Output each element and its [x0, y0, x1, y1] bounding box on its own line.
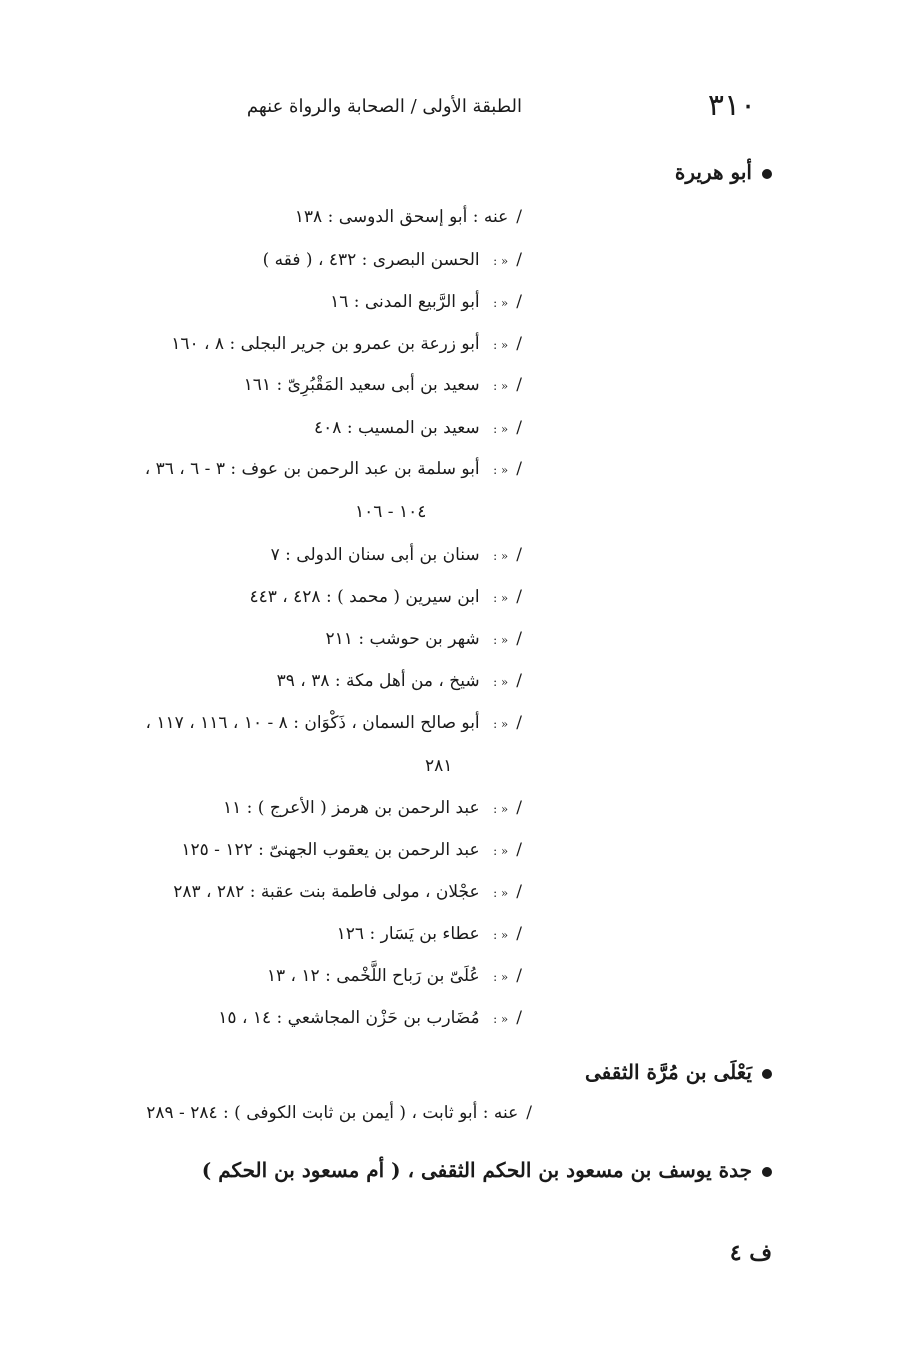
entry-heading: [675, 160, 772, 184]
narrator-line: [171, 333, 522, 356]
line-text: أبو زرعة بن عمرو بن جرير البجلى : ٨ ، ١٦٠: [171, 334, 480, 354]
running-head: الطبقة الأولى / الصحابة والرواة عنهم: [246, 96, 522, 117]
bullet-icon: [762, 169, 772, 179]
line-slash: /: [516, 418, 522, 438]
page-number: ٣١٠: [707, 88, 757, 123]
line-slash: /: [516, 713, 522, 733]
line-text: عطاء بن يَسَار : ١٢٦: [336, 924, 480, 944]
narrator-line: [263, 249, 522, 272]
line-marker: « :: [493, 548, 509, 563]
narrator-line: [314, 417, 522, 440]
narrator-line: [271, 544, 522, 567]
line-marker: « :: [493, 1011, 509, 1026]
line-slash: /: [516, 798, 522, 818]
line-marker: « :: [493, 843, 509, 858]
line-marker: « :: [493, 378, 509, 393]
line-slash: /: [516, 545, 522, 565]
narrator-line: [146, 712, 522, 735]
line-text: أبو صالح السمان ، ذَكْوَان : ٨ - ١٠ ، ١١٦ ، ١١٧ ،: [145, 713, 480, 733]
line-slash: /: [516, 250, 522, 270]
line-slash: /: [516, 207, 522, 227]
line-slash: /: [526, 1103, 532, 1123]
line-marker: « :: [493, 674, 509, 689]
line-text: ابن سيرين ( محمد ) : ٤٢٨ ، ٤٤٣: [249, 587, 480, 607]
line-marker: « :: [493, 295, 509, 310]
narrator-line: [181, 839, 522, 862]
line-continuation: ١٠٤ - ١٠٦: [355, 502, 427, 522]
line-slash: /: [516, 671, 522, 691]
line-text: سعيد بن أبى سعيد المَقْبُرِىّ : ١٦١: [243, 375, 480, 395]
bullet-icon: [762, 1167, 772, 1177]
narrator-line: [326, 628, 522, 651]
line-marker: « :: [493, 462, 509, 477]
line-text: أبو إسحق الدوسى : ١٣٨: [294, 207, 468, 227]
line-text: عبد الرحمن بن هرمز ( الأعرج ) : ١١: [222, 798, 480, 818]
line-slash: /: [516, 375, 522, 395]
line-text: أبو سلمة بن عبد الرحمن بن عوف : ٣ - ٦ ، ٣٦ ،: [144, 459, 480, 479]
narrator-line: [146, 1102, 532, 1124]
line-slash: /: [516, 966, 522, 986]
narrator-line: [244, 374, 522, 397]
entry-name: جدة يوسف بن مسعود بن الحكم الثقفى ، ( أم مسعود بن الحكم ): [201, 1158, 752, 1182]
narrator-line: [223, 797, 522, 820]
line-continuation: ٢٨١: [425, 756, 453, 776]
signature-mark: ف ٤: [729, 1240, 772, 1266]
line-slash: /: [516, 629, 522, 649]
line-text: أبو ثابت ، ( أيمن بن ثابت الكوفى ) : ٢٨٤ - ٢٨٩: [146, 1103, 478, 1123]
line-marker: « :: [493, 801, 509, 816]
narrator-line: [173, 881, 522, 904]
line-marker: « :: [493, 337, 509, 352]
line-marker: « :: [493, 716, 509, 731]
line-slash: /: [516, 587, 522, 607]
line-marker: عنه :: [482, 1103, 519, 1123]
narrator-line: [249, 586, 522, 609]
line-slash: /: [516, 924, 522, 944]
narrator-line: [330, 291, 522, 314]
narrator-line: [295, 206, 522, 228]
narrator-line: [337, 923, 522, 946]
entry-name: يَعْلَى بن مُرَّة الثقفى: [584, 1060, 752, 1084]
line-marker: « :: [493, 421, 509, 436]
line-text: سنان بن أبى سنان الدولى : ٧: [270, 545, 480, 565]
line-marker: عنه :: [472, 207, 509, 227]
line-slash: /: [516, 334, 522, 354]
narrator-line: [145, 458, 522, 481]
entry-name: أبو هريرة: [674, 160, 752, 184]
line-text: سعيد بن المسيب : ٤٠٨: [314, 418, 480, 438]
line-marker: « :: [493, 927, 509, 942]
narrator-line: [218, 1007, 522, 1030]
line-marker: « :: [493, 253, 509, 268]
line-marker: « :: [493, 632, 509, 647]
narrator-line: [277, 670, 522, 693]
line-text: عبد الرحمن بن يعقوب الجهنىّ : ١٢٢ - ١٢٥: [181, 840, 480, 860]
line-slash: /: [516, 882, 522, 902]
line-text: شهر بن حوشب : ٢١١: [325, 629, 480, 649]
entry-heading: [202, 1158, 772, 1182]
line-slash: /: [516, 459, 522, 479]
line-marker: « :: [493, 590, 509, 605]
line-text: أبو الرَّبيع المدنى : ١٦: [330, 292, 480, 312]
entry-heading: [585, 1060, 772, 1084]
line-marker: « :: [493, 969, 509, 984]
line-text: مُضَارب بن حَزْن المجاشعي : ١٤ ، ١٥: [218, 1008, 480, 1028]
line-slash: /: [516, 840, 522, 860]
line-text: عجْلان ، مولى فاطمة بنت عقبة : ٢٨٢ ، ٢٨٣: [173, 882, 480, 902]
line-text: الحسن البصرى : ٤٣٢ ، ( فقه ): [262, 250, 480, 270]
narrator-line: [267, 965, 522, 988]
line-text: عُلَىّ بن رَباح اللَّخْمى : ١٢ ، ١٣: [266, 966, 480, 986]
line-marker: « :: [493, 885, 509, 900]
bullet-icon: [762, 1069, 772, 1079]
line-text: شيخ ، من أهل مكة : ٣٨ ، ٣٩: [276, 671, 480, 691]
line-slash: /: [516, 1008, 522, 1028]
line-slash: /: [516, 292, 522, 312]
